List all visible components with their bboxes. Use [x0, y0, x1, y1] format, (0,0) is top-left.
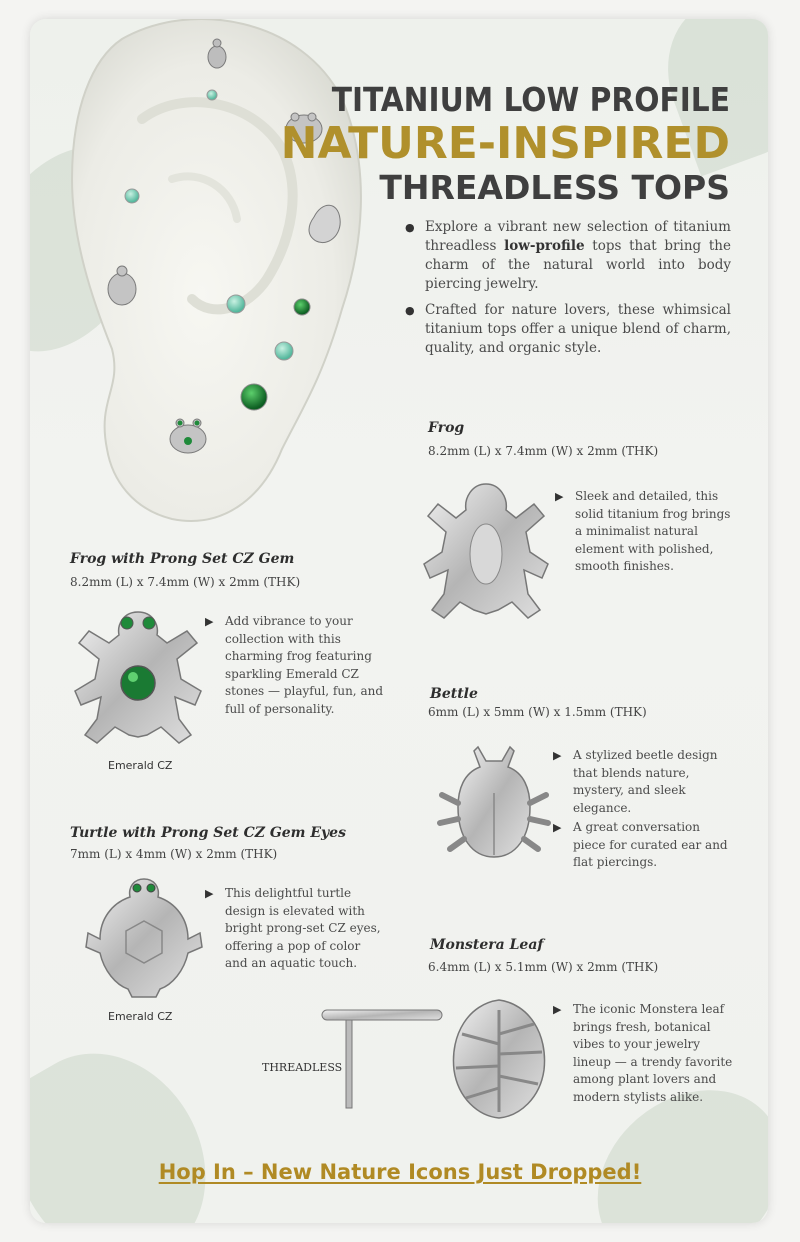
headline	[281, 81, 730, 207]
turtle-title: Turtle with Prong Set CZ Gem Eyes	[70, 825, 346, 841]
cta-link[interactable]: Hop In – New Nature Icons Just Dropped!	[158, 1160, 642, 1184]
monstera-title: Monstera Leaf	[430, 937, 544, 953]
frog-bullet-1: ▶ Sleek and detailed, this solid titanium frog brings a minimalist natural element with polished, smooth finishes.	[555, 488, 740, 576]
headline-line-2: NATURE-INSPIRED	[280, 118, 730, 169]
headline-line-3: THREADLESS TOPS	[379, 168, 730, 207]
beetle-bullet-1: ▶ A stylized beetle design that blends nature, mystery, and sleek elegance.	[553, 747, 733, 817]
turtle-caption: Emerald CZ	[108, 1010, 173, 1023]
beetle-bullet-2: ▶ A great conversation piece for curated ear and flat piercings.	[553, 819, 733, 872]
frog-description	[555, 488, 740, 578]
monstera-dims: 6.4mm (L) x 5.1mm (W) x 2mm (THK)	[428, 960, 659, 974]
turtle-bullet-1: ▶ This delightful turtle design is elevated with bright prong-set CZ eyes, offering a pop of color and an aquatic touch.	[205, 885, 385, 973]
turtle-image	[84, 873, 204, 1003]
frog-cz-title: Frog with Prong Set CZ Gem	[70, 551, 295, 567]
turtle-description	[205, 885, 385, 975]
threadless-pin-image	[316, 1002, 446, 1112]
beetle-dims: 6mm (L) x 5mm (W) x 1.5mm (THK)	[428, 705, 647, 719]
frog-cz-dims: 8.2mm (L) x 7.4mm (W) x 2mm (THK)	[70, 575, 301, 589]
intro-list	[405, 218, 731, 365]
background-leaf-decoration	[30, 1019, 243, 1223]
intro-bullet-1: ● Explore a vibrant new selection of titanium threadless low-profile tops that bring the charm of the natural world into body piercing jewelry.	[405, 218, 731, 294]
frog-cz-caption: Emerald CZ	[108, 759, 173, 772]
turtle-dims: 7mm (L) x 4mm (W) x 2mm (THK)	[70, 847, 278, 861]
beetle-image	[434, 737, 554, 867]
monstera-leaf-image	[444, 994, 554, 1124]
beetle-description	[553, 747, 733, 874]
intro-bullet-2: ● Crafted for nature lovers, these whimsical titanium tops offer a unique blend of charm, quality, and organic style.	[405, 301, 731, 358]
headline-line-1: TITANIUM LOW PROFILE	[331, 80, 730, 119]
threadless-label: THREADLESS	[262, 1061, 343, 1074]
frog-cz-description	[205, 613, 385, 720]
frog-image	[416, 474, 556, 624]
promo-card	[30, 19, 768, 1223]
frog-cz-image	[63, 597, 213, 747]
frog-cz-bullet-1: ▶ Add vibrance to your collection with this charming frog featuring sparkling Emerald CZ stones — playful, fun, and full of personality.	[205, 613, 385, 718]
monstera-description	[553, 1001, 738, 1108]
beetle-title: Bettle	[430, 686, 478, 702]
frog-dims: 8.2mm (L) x 7.4mm (W) x 2mm (THK)	[428, 444, 659, 458]
monstera-bullet-1: ▶ The iconic Monstera leaf brings fresh, botanical vibes to your jewelry lineup — a trendy favorite among plant lovers and modern stylists alike.	[553, 1001, 738, 1106]
frog-title: Frog	[428, 420, 465, 436]
